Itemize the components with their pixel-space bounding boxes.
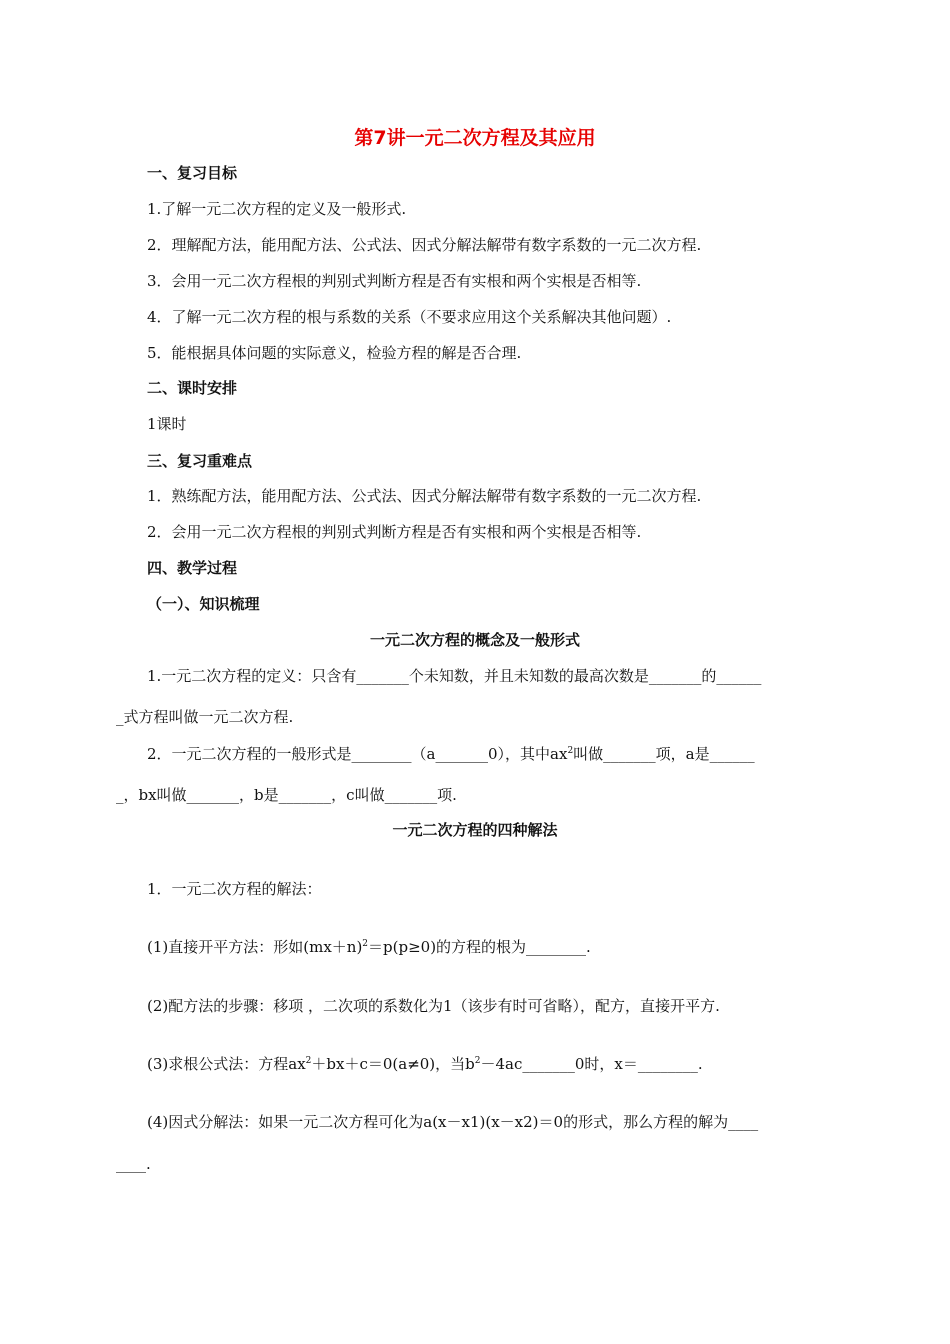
- section-heading-teaching-process: 四、教学过程: [147, 559, 238, 577]
- key-point-1: 1．熟练配方法，能用配方法、公式法、因式分解法解带有数字系数的一元二次方程.: [147, 487, 702, 505]
- schedule-text: 1课时: [147, 415, 187, 433]
- methods-intro: 1．一元二次方程的解法：: [147, 880, 322, 898]
- section-heading-review-goals: 一、复习目标: [147, 164, 238, 182]
- method-3: (3)求根公式法：方程$ax^2+bx+c=0(a\ne 0)$，当$b^2-4ac\_\_\_\_\_\_\_0$时，x＝________.: [147, 1055, 703, 1073]
- subsection-heading-knowledge: （一）、知识梳理: [147, 595, 260, 613]
- method-1: (1)直接开平方法：形如$(mx+n)^2=p(p\ge 0)$的方程的根为________.: [147, 938, 591, 956]
- document-title: 第7讲一元二次方程及其应用: [354, 127, 596, 149]
- goal-item-2: 2．理解配方法，能用配方法、公式法、因式分解法解带有数字系数的一元二次方程.: [147, 236, 702, 254]
- section-heading-key-points: 三、复习重难点: [147, 452, 253, 470]
- concept-q2-line2: _，bx叫做_______，b是_______，c叫做_______项.: [116, 786, 457, 804]
- concept-q1-line2: _式方程叫做一元二次方程.: [116, 708, 294, 726]
- goal-item-1: 1.了解一元二次方程的定义及一般形式.: [147, 200, 407, 218]
- method-4-line1: (4)因式分解法：如果一元二次方程可化为a(x－x1)(x－x2)＝0的形式，那么方程的解为____: [147, 1113, 759, 1131]
- concept-heading: 一元二次方程的概念及一般形式: [369, 631, 580, 649]
- concept-q1-line1: 1.一元二次方程的定义：只含有_______个未知数，并且未知数的最高次数是_______的______: [147, 667, 762, 685]
- goal-item-4: 4．了解一元二次方程的根与系数的关系（不要求应用这个关系解决其他问题）.: [147, 308, 672, 326]
- method-2: (2)配方法的步骤：移项 ，二次项的系数化为1（该步有时可省略），配方，直接开平方.: [147, 997, 720, 1015]
- methods-heading: 一元二次方程的四种解法: [392, 821, 558, 839]
- key-point-2: 2．会用一元二次方程根的判别式判断方程是否有实根和两个实根是否相等.: [147, 523, 642, 541]
- concept-q2-line1: 2．一元二次方程的一般形式是________（a_______0），其中$ax^2$叫做_______项，a是______: [147, 745, 755, 763]
- method-4-line2: ____.: [116, 1155, 151, 1173]
- goal-item-5: 5．能根据具体问题的实际意义，检验方程的解是否合理.: [147, 344, 522, 362]
- goal-item-3: 3．会用一元二次方程根的判别式判断方程是否有实根和两个实根是否相等.: [147, 272, 642, 290]
- section-heading-schedule: 二、课时安排: [147, 379, 238, 397]
